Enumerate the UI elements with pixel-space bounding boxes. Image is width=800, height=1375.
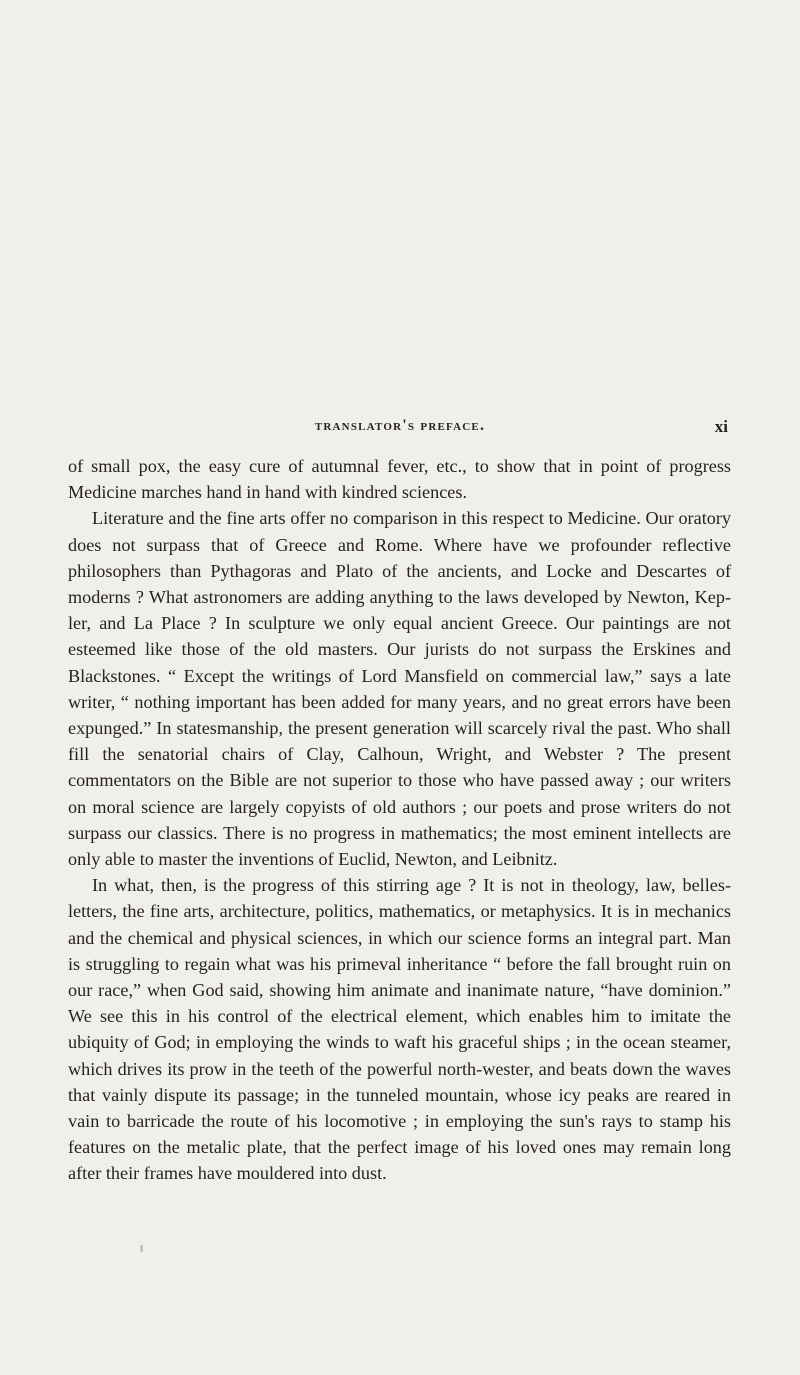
page-number: xi — [714, 417, 728, 436]
body-text — [68, 453, 731, 1187]
running-title: translator's preface. — [314, 417, 486, 434]
paragraph-progress: In what, then, is the progress of this stirring age ? It is not in theology, law, belles-letters, the fine arts, architecture, politics, mathematics, or metaphysics. It is in mechanics and the chemical and physical sciences, in which our science forms an integral part. Man is struggling to regain what was his primeval inheritance “ before the fall brought ruin on our race,” when God said, showing him animate and inanimate nature, “have dominion.” We see this in his control of the electrical element, which enables him to imitate the ubiquity of God; in employing the winds to waft his graceful ships ; in the ocean steamer, which drives its prow in the teeth of the powerful north-wester, and beats down the waves that vainly dispute its passage; in the tunneled mountain, whose icy peaks are reared in vain to barricade the route of his locomotive ; in employing the sun's rays to stamp his features on the metalic plate, that the perfect image of his loved ones may remain long after their frames have mouldered into dust. — [68, 875, 731, 1184]
paragraph-literature: Literature and the fine arts offer no comparison in this respect to Medicine. Our oratory does not surpass that of Greece and Rome. Where have we profounder reflective philosophers than Pythagoras and Plato of the ancients, and Locke and Descartes of moderns ? What astronomers are adding anything to the laws developed by Newton, Kepler, and La Place ? In sculpture we only equal ancient Greece. Our paintings are not esteemed like those of the old masters. Our jurists do not surpass the Erskines and Blackstones. “ Except the writings of Lord Mansfield on commercial law,” says a late writer, “ nothing important has been added for many years, and no great errors have been expunged.” In statesmanship, the present generation will scarcely rival the past. Who shall fill the senatorial chairs of Clay, Calhoun, Wright, and Webster ? The present commentators on the Bible are not superior to those who have passed away ; our writers on moral science are largely copyists of old authors ; our poets and prose writers do not surpass our classics. There is no progress in mathematics; the most eminent intellects are only able to master the inventions of Euclid, Newton, and Leibnitz. — [68, 508, 731, 870]
paragraph-continuation: of small pox, the easy cure of autumnal fever, etc., to show that in point of progress Medicine marches hand in hand with kindred sciences. — [68, 456, 731, 503]
page-header — [70, 417, 730, 441]
paper-speck — [140, 1245, 143, 1252]
